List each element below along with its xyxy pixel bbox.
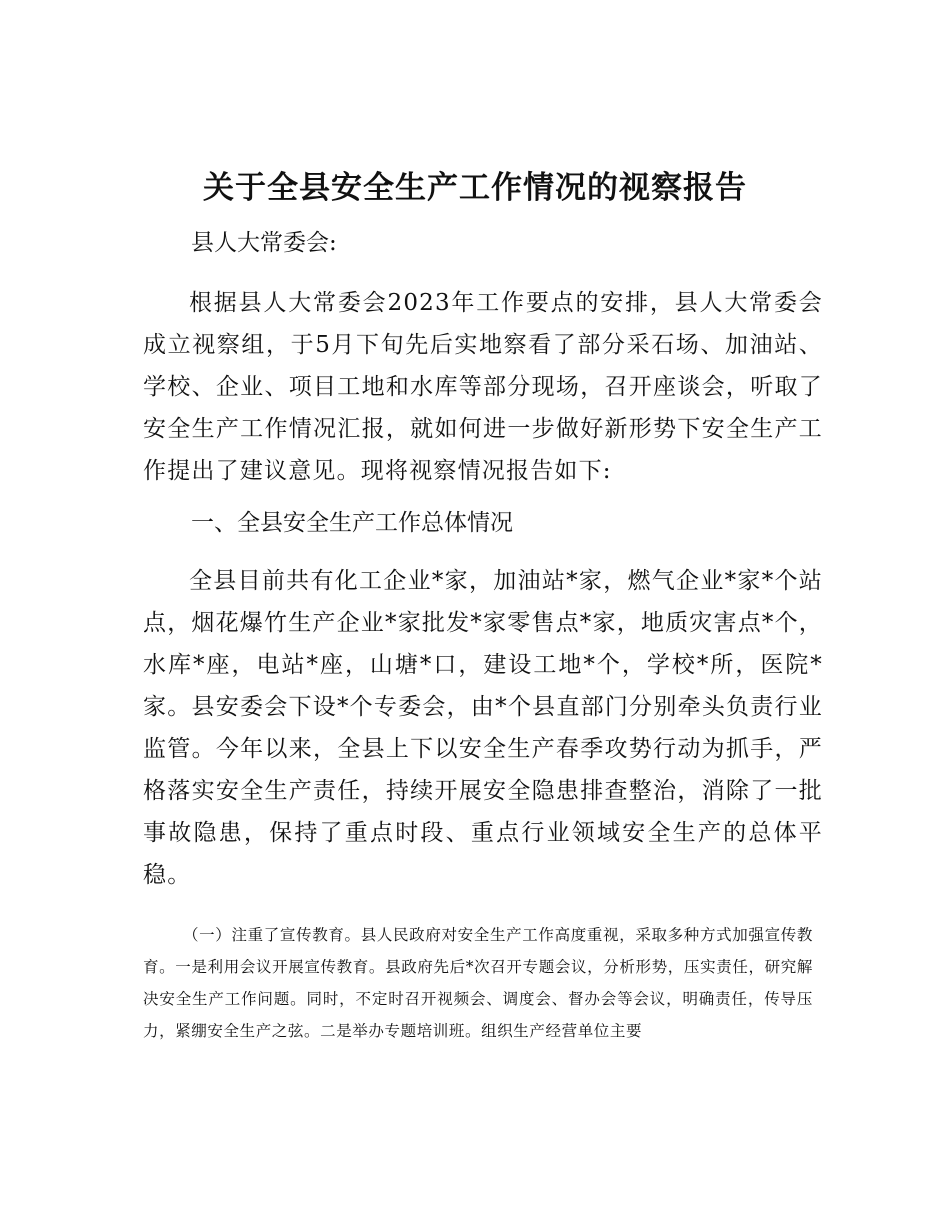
section-heading-1: 一、全县安全生产工作总体情况 <box>191 510 513 536</box>
intro-paragraph: 根据县人大常委会2023年工作要点的安排，县人大常委会成立视察组，于5月下旬先后实地察看了部分采石场、加油站、学校、企业、项目工地和水库等部分现场，召开座谈会，听取了安全生产工作情况汇报，就如何进一步做好新形势下安全生产工作提出了建议意见。现将视察情况报告如下: <box>143 290 823 484</box>
subsection-1-paragraph: （一）注重了宣传教育。县人民政府对安全生产工作高度重视，采取多种方式加强宣传教育。一是利用会议开展宣传教育。县政府先后*次召开专题会议，分析形势，压实责任，研究解决安全生产工作问题。同时，不定时召开视频会、调度会、督办会等会议，明确责任，传导压力，紧绷安全生产之弦。二是举办专题培训班。组织生产经营单位主要 <box>143 926 813 1040</box>
document-title: 关于全县安全生产工作情况的视察报告 <box>203 170 747 206</box>
salutation: 县人大常委会: <box>191 230 337 256</box>
section-1-paragraph: 全县目前共有化工企业*家，加油站*家，燃气企业*家*个站点，烟花爆竹生产企业*家批发*家零售点*家，地质灾害点*个，水库*座，电站*座，山塘*口，建设工地*个，学校*所，医院*家。县安委会下设*个专委会，由*个县直部门分别牵头负责行业监管。今年以来，全县上下以安全生产春季攻势行动为抓手，严格落实安全生产责任，持续开展安全隐患排查整治，消除了一批事故隐患，保持了重点时段、重点行业领域安全生产的总体平稳。 <box>143 568 823 888</box>
